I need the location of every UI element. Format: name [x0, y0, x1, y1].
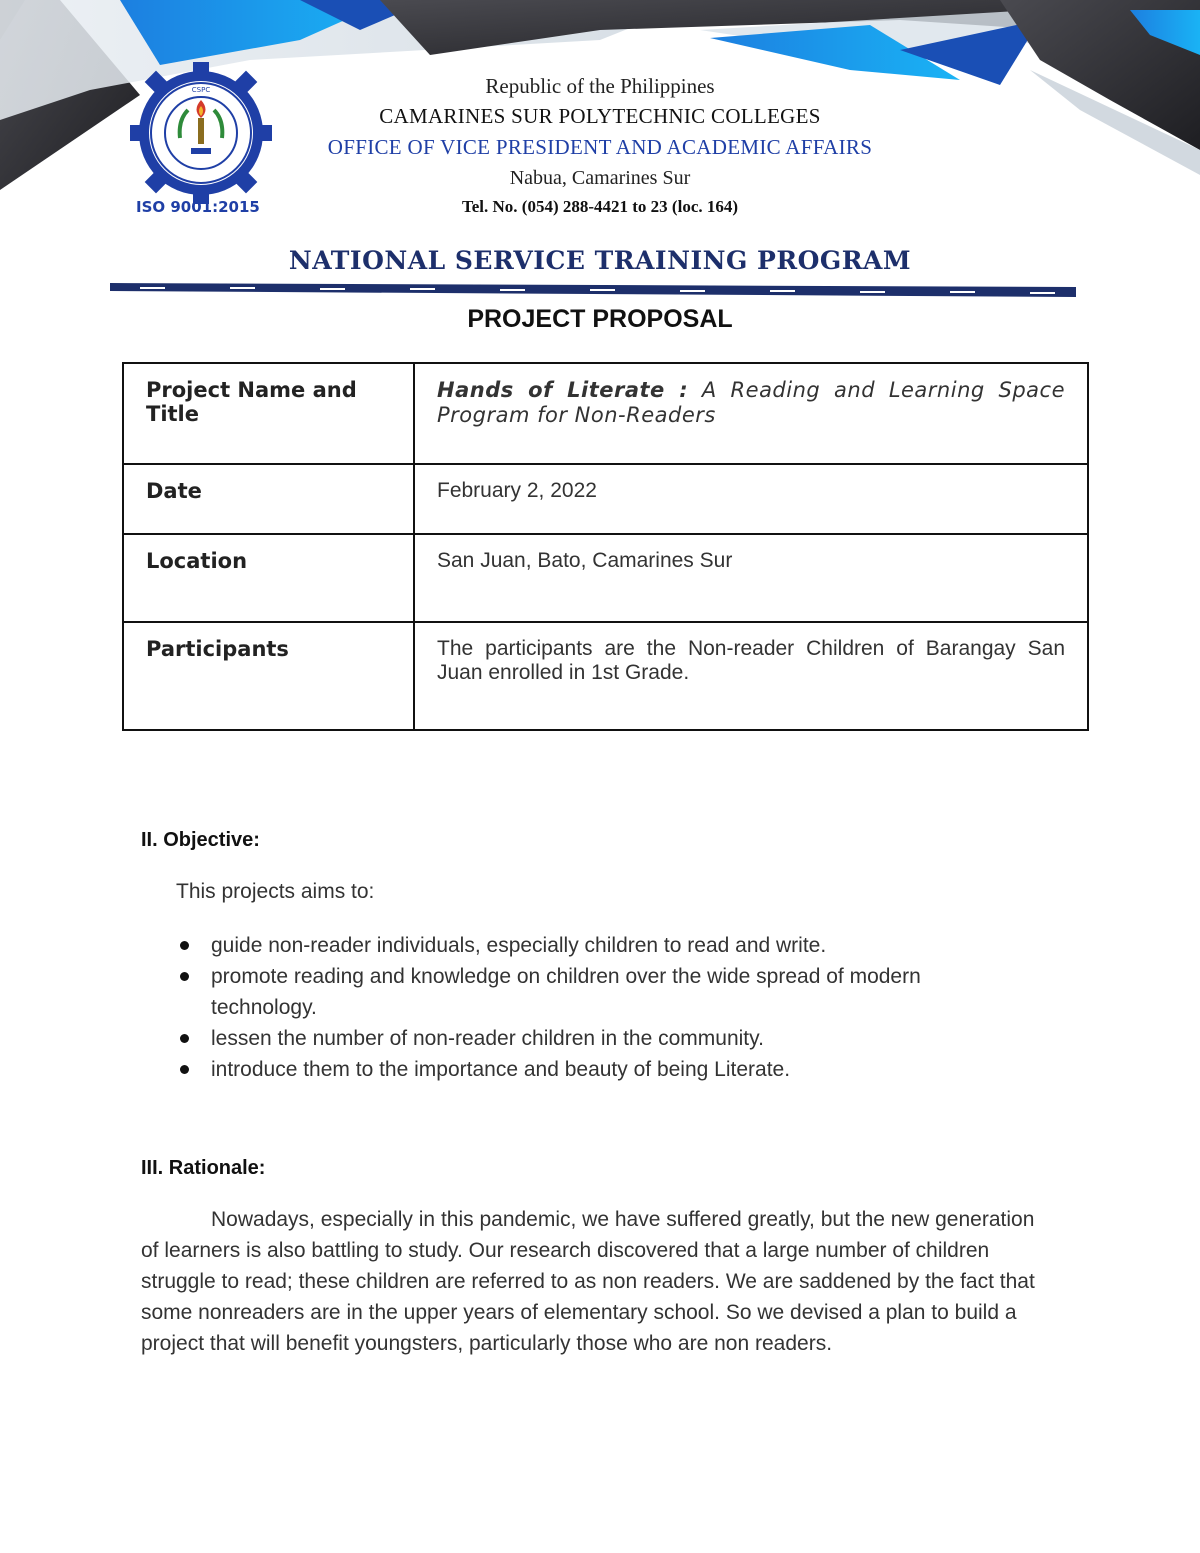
objective-intro: This projects aims to: [176, 880, 375, 903]
row-label-date: Date [123, 464, 414, 534]
program-title: NATIONAL SERVICE TRAINING PROGRAM [288, 246, 912, 275]
rationale-heading: III. Rationale: [141, 1157, 266, 1179]
row-value-participants: The participants are the Non-reader Children of Barangay San Juan enrolled in 1st Grade. [414, 622, 1088, 730]
list-item-text: introduce them to the importance and beauty of being Literate. [211, 1058, 791, 1081]
svg-text:CSPC: CSPC [191, 86, 211, 94]
list-item [140, 1054, 1040, 1085]
list-item [140, 930, 1040, 961]
list-item [140, 1023, 1040, 1054]
office-name: OFFICE OF VICE PRESIDENT AND ACADEMIC AFFAIRS [327, 135, 873, 159]
republic-line: Republic of the Philippines [485, 74, 715, 98]
college-name: CAMARINES SUR POLYTECHNIC COLLEGES [379, 104, 821, 128]
bullet-icon [180, 1065, 189, 1074]
project-name-bold: Hands of Literate : [437, 378, 689, 402]
college-address: Nabua, Camarines Sur [509, 167, 691, 189]
table-row [123, 534, 1088, 622]
row-label-location: Location [123, 534, 414, 622]
row-value-project-name [414, 363, 1088, 464]
objective-heading: II. Objective: [141, 829, 260, 851]
project-name-subtitle: A Reading and Learning Space Program for Non-Readers [437, 378, 1065, 427]
row-label-project-name: Project Name and Title [123, 363, 414, 464]
bullet-icon [180, 941, 189, 950]
project-info-table [122, 362, 1089, 731]
document-title: PROJECT PROPOSAL [467, 305, 733, 333]
table-row [123, 363, 1088, 464]
list-item-text: lessen the number of non-reader children in the community. [211, 1027, 764, 1050]
objective-list [140, 930, 1040, 1085]
table-row [123, 464, 1088, 534]
bullet-icon [180, 1034, 189, 1043]
row-value-location: San Juan, Bato, Camarines Sur [414, 534, 1088, 622]
table-row [123, 622, 1088, 730]
row-label-participants: Participants [123, 622, 414, 730]
list-item-text: promote reading and knowledge on children over the wide spread of modern technology. [211, 965, 921, 1019]
rationale-text: Nowadays, especially in this pandemic, we have suffered greatly, but the new generation of learners is also battling to study. Our research discovered that a large number of children struggle to read; these children are referred to as non readers. We are saddened by the fact that some nonreaders are in the upper years of elementary school. So we devised a plan to build a project that will benefit youngsters, particularly those who are non readers. [141, 1208, 1035, 1355]
telephone-line: Tel. No. (054) 288-4421 to 23 (loc. 164) [461, 197, 739, 216]
program-underline-bar [110, 281, 1076, 299]
iso-label: ISO 9001:2015 [136, 198, 260, 216]
row-value-date: February 2, 2022 [414, 464, 1088, 534]
list-item-text: guide non-reader individuals, especially children to read and write. [211, 934, 827, 957]
bullet-icon [180, 972, 189, 981]
list-item [140, 961, 1011, 1023]
